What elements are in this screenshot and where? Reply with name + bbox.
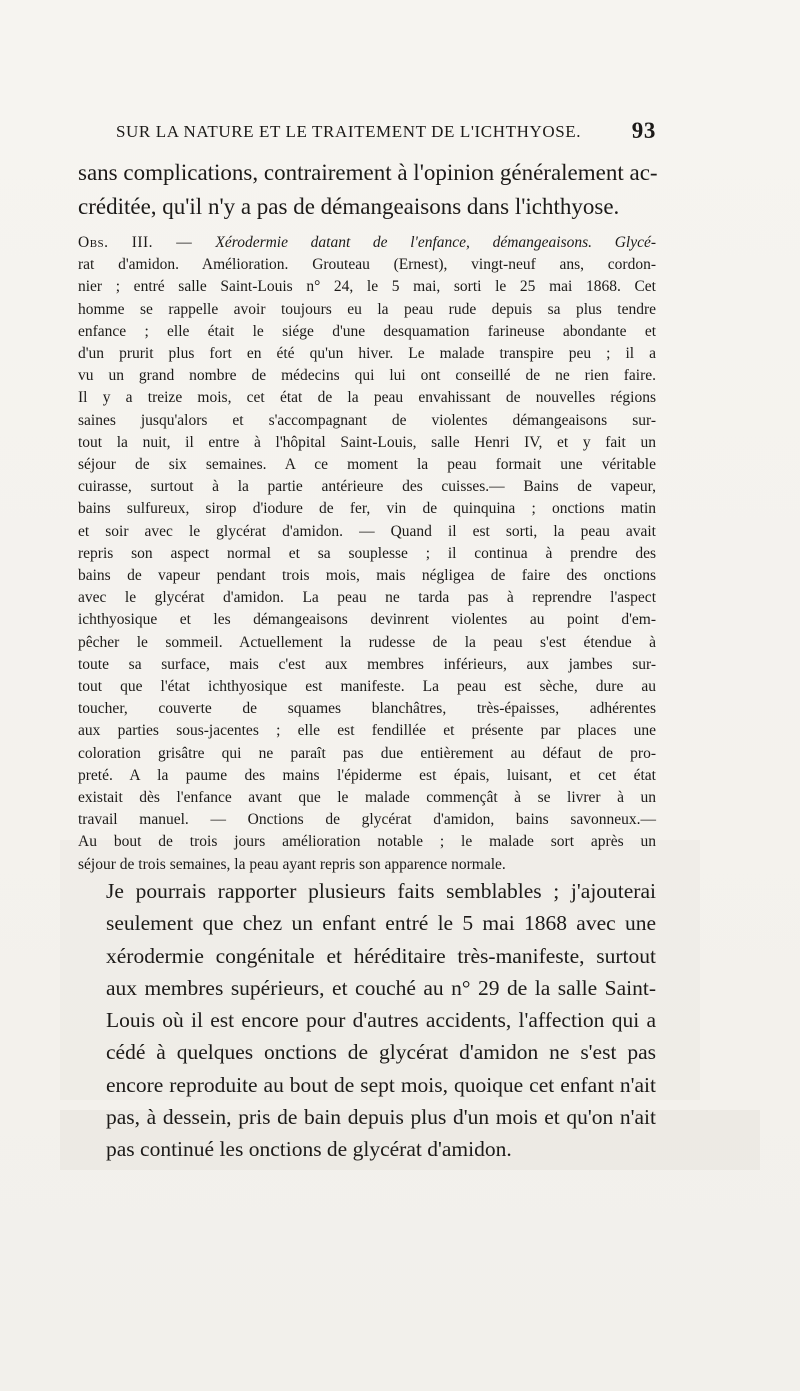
text-line: séjour de trois semaines, la peau ayant repris son apparence normale. [78,855,506,873]
text-line: travail manuel. — Onctions de glycérat d'amidon, bains savonneux.— [78,811,656,829]
text-line: pêcher le sommeil. Actuellement la rudesse de la peau s'est étendue à [78,633,656,651]
text-line: encore reproduite au bout de sept mois, quoique cet enfant n'ait [106,1072,656,1097]
text-line: pas continué les onctions de glycérat d'amidon. [106,1137,512,1162]
running-head [116,118,656,148]
continuation-paragraph [78,156,656,224]
text-line: bains sulfureux, sirop d'iodure de fer, vin de quinquina ; onctions matin [78,500,656,518]
text-line: et soir avec le glycérat d'amidon. — Quand il est sorti, la peau avait [78,522,656,540]
text-line: repris son aspect normal et sa souplesse ; il continua à prendre des [78,544,656,562]
text-line: aux membres supérieurs, et couché au n° 29 de la salle Saint- [106,975,656,1000]
text-line: xérodermie congénitale et héréditaire très-manifeste, surtout [106,943,656,968]
text-line: avec le glycérat d'amidon. La peau ne tarda pas à reprendre l'aspect [78,589,656,607]
text-line: tout la nuit, il entre à l'hôpital Saint-Louis, salle Henri IV, et y fait un [78,433,656,451]
text-line: d'un prurit plus fort en été qu'un hiver. Le malade transpire peu ; il a [78,345,656,363]
running-title: SUR LA NATURE ET LE TRAITEMENT DE L'ICHTHYOSE. [116,122,582,141]
text-line: homme se rappelle avoir toujours eu la peau rude depuis sa plus tendre [78,300,656,318]
text-line: Louis où il est encore pour d'autres accidents, l'affection qui a [106,1008,656,1033]
text-line: preté. A la paume des mains l'épiderme est épais, luisant, et cet état [78,766,656,784]
text-line: séjour de six semaines. A ce moment la peau formait une véritable [78,456,656,474]
text-line: enfance ; elle était le siége d'une desquamation farineuse abondante et [78,322,656,340]
text-line: bains de vapeur pendant trois mois, mais négligea de faire des onctions [78,567,656,585]
observation-label: Obs. III. — [78,234,216,251]
observation-paragraph [78,232,656,876]
text-line: rat d'amidon. Amélioration. Grouteau (Ernest), vingt-neuf ans, cordon- [78,256,656,274]
text-line: ichthyosique et les démangeaisons devinrent violentes au point d'em- [78,611,656,629]
text-line: toucher, couverte de squames blanchâtres, très-épaisses, adhérentes [78,700,656,718]
text-line: seulement que chez un enfant entré le 5 mai 1868 avec une [106,911,656,936]
text-line: toute sa surface, mais c'est aux membres inférieurs, aux jambes sur- [78,655,656,673]
text-line: nier ; entré salle Saint-Louis n° 24, le 5 mai, sorti le 25 mai 1868. Cet [78,278,656,296]
text-line: Au bout de trois jours amélioration notable ; le malade sort après un [78,833,656,851]
text-line: saines jusqu'alors et s'accompagnant de violentes démangeaisons sur- [78,411,656,429]
text-line: cuirasse, surtout à la partie antérieure des cuisses.— Bains de vapeur, [78,478,656,496]
text-line: Je pourrais rapporter plusieurs faits semblables ; j'ajouterai [106,879,656,903]
text-line: existait dès l'enfance avant que le malade commençât à se livrer à un [78,789,656,807]
text-line: vu un grand nombre de médecins qui lui ont conseillé de ne rien faire. [78,367,656,385]
page-number: 93 [631,118,656,143]
text-line: coloration grisâtre qui ne paraît pas due entièrement au défaut de pro- [78,744,656,762]
closing-paragraph [78,875,656,1166]
text-line: Il y a treize mois, cet état de la peau envahissant de nouvelles régions [78,389,656,407]
observation-heading-line [78,232,656,254]
text-line: tout que l'état ichthyosique est manifeste. La peau est sèche, dure au [78,678,656,696]
text-line: sans complications, contrairement à l'opinion généralement ac- [78,160,658,185]
observation-title: Xérodermie datant de l'enfance, démangeaisons. Glycé- [215,234,656,251]
text-line: créditée, qu'il n'y a pas de démangeaisons dans l'ichthyose. [78,194,620,219]
text-line: aux parties sous-jacentes ; elle est fendillée et présente par places une [78,722,656,740]
text-line: cédé à quelques onctions de glycérat d'amidon ne s'est pas [106,1040,656,1065]
text-line: pas, à dessein, pris de bain depuis plus d'un mois et qu'on n'ait [106,1105,656,1130]
